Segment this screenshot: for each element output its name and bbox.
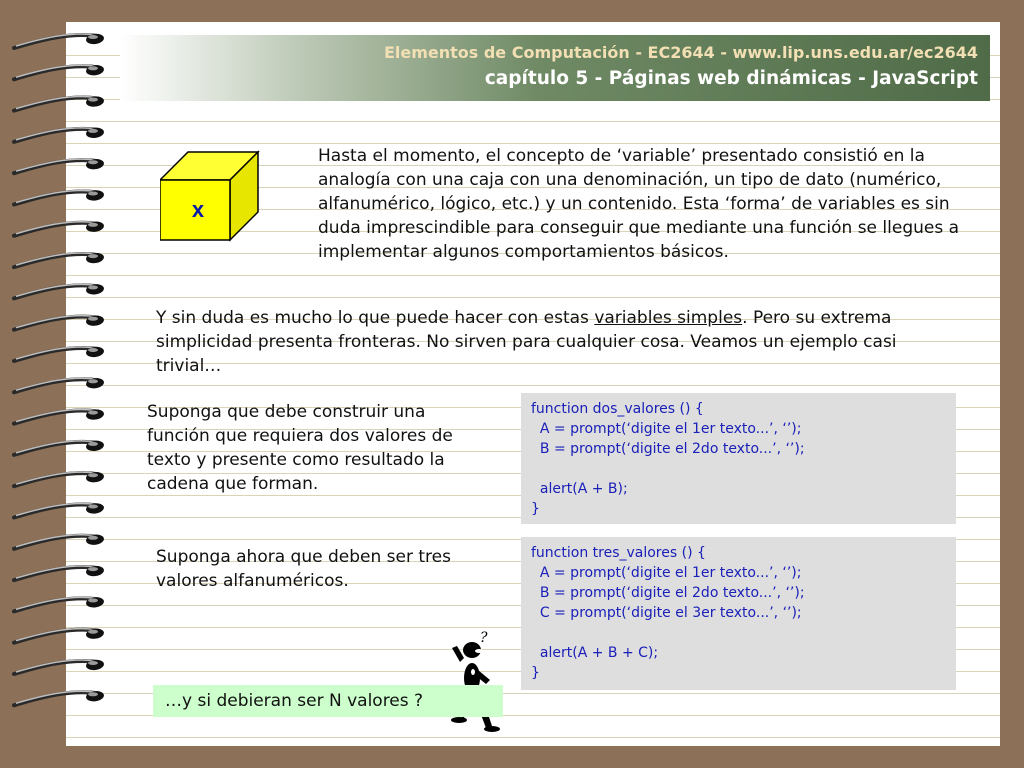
intro-paragraph: Hasta el momento, el concepto de ‘variable’ presentado consistió en la analogía con una caja con una denominación, un tipo de dato (numérico, alfanumérico, lógico, etc.) y un contenido. Esta ‘forma’ de variables es sin duda imprescindible para conseguir que mediante una función se llegues a implementar algunos comportamientos básicos. xyxy=(318,146,960,262)
simple-variables-term: variables simples xyxy=(594,308,743,328)
binding-ring xyxy=(14,127,105,142)
binding-ring xyxy=(14,502,105,517)
code-line: alert(A + B + C); xyxy=(531,645,659,661)
code-line: } xyxy=(531,501,540,517)
slide-header xyxy=(120,35,990,101)
code-line: alert(A + B); xyxy=(531,481,628,497)
three-values-exercise: Suponga ahora que deben ser tres valores alfanuméricos. xyxy=(156,547,451,591)
code-line: function tres_valores () { xyxy=(531,545,706,561)
binding-ring xyxy=(14,690,105,705)
binding-ring xyxy=(14,440,105,455)
variable-box-label: x xyxy=(191,197,205,222)
code-block-two-values xyxy=(521,393,956,524)
code-line xyxy=(531,459,956,479)
binding-ring xyxy=(14,64,105,79)
binding-ring xyxy=(14,377,105,392)
limitations-paragraph xyxy=(156,306,966,378)
code-line: } xyxy=(531,665,540,681)
two-values-exercise: Suponga que debe construir una función que requiera dos valores de texto y presente como resultado la cadena que forman. xyxy=(147,402,453,494)
code-block-three-values xyxy=(521,537,956,690)
thinking-figure-icon xyxy=(442,628,508,734)
binding-ring xyxy=(14,314,105,329)
binding-ring xyxy=(14,471,105,486)
binding-ring xyxy=(14,95,105,110)
code-line: B = prompt(‘digite el 2do texto...’, ‘’); xyxy=(531,441,805,457)
course-title: Elementos de Computación - EC2644 - www.lip.uns.edu.ar/ec2644 xyxy=(383,43,978,62)
n-values-question: …y si debieran ser N valores ? xyxy=(153,685,503,717)
code-line: A = prompt(‘digite el 1er texto...’, ‘’); xyxy=(531,565,802,581)
binding-ring xyxy=(14,534,105,549)
binding-ring xyxy=(14,408,105,423)
variable-box-icon xyxy=(160,150,260,242)
chapter-title: capítulo 5 - Páginas web dinámicas - JavaScript xyxy=(484,68,978,89)
limitations-text-start: Y sin duda es mucho lo que puede hacer con estas xyxy=(156,308,595,328)
code-line: A = prompt(‘digite el 1er texto...’, ‘’); xyxy=(531,421,802,437)
limitations-text-end: . Pero su extrema simplicidad presenta fronteras. No sirven para cualquier cosa. Veamos un ejemplo casi trivial… xyxy=(156,308,897,376)
binding-ring xyxy=(14,627,105,642)
binding-ring xyxy=(14,252,105,267)
code-line: B = prompt(‘digite el 2do texto...’, ‘’); xyxy=(531,585,805,601)
binding-ring xyxy=(14,33,105,48)
question-mark: ? xyxy=(480,630,488,646)
code-line: C = prompt(‘digite el 3er texto...’, ‘’); xyxy=(531,605,802,621)
binding-ring xyxy=(14,596,105,611)
code-line xyxy=(531,623,956,643)
binding-ring xyxy=(14,221,105,236)
binding-ring xyxy=(14,283,105,298)
binding-ring xyxy=(14,158,105,173)
binding-ring xyxy=(14,346,105,361)
binding-ring xyxy=(14,659,105,674)
binding-ring xyxy=(14,189,105,204)
code-line: function dos_valores () { xyxy=(531,401,704,417)
binding-ring xyxy=(14,565,105,580)
spiral-binding xyxy=(0,0,120,768)
